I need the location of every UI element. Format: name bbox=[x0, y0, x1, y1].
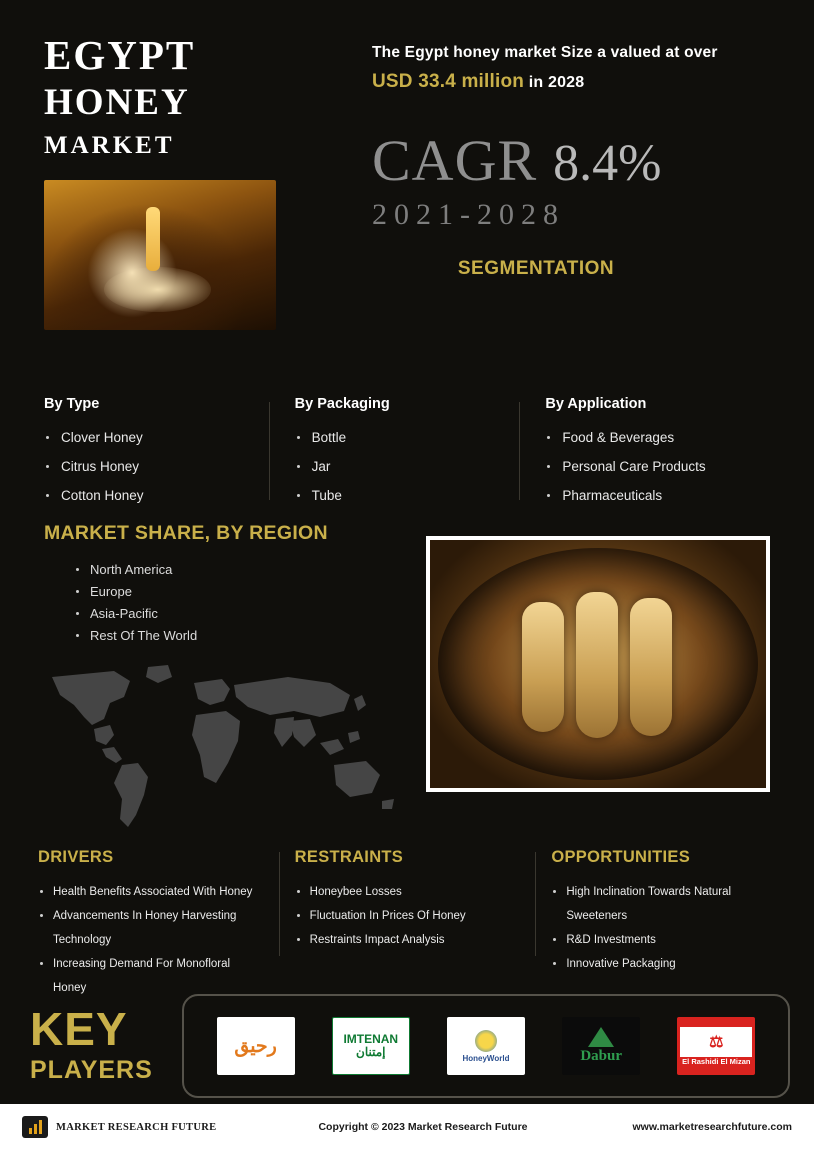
restraints-heading: RESTRAINTS bbox=[294, 848, 404, 866]
cagr-label: CAGR bbox=[372, 128, 538, 193]
list-item: Cotton Honey bbox=[44, 481, 251, 510]
page-title-line3: MARKET bbox=[44, 132, 175, 159]
opportunities-heading: OPPORTUNITIES bbox=[551, 848, 691, 866]
list-item: Bottle bbox=[295, 423, 502, 452]
list-item: Jar bbox=[295, 452, 502, 481]
drivers-heading: DRIVERS bbox=[38, 848, 114, 866]
cagr-value: 8.4% bbox=[553, 135, 662, 192]
list-item: R&D Investments bbox=[551, 928, 776, 952]
segmentation-heading: By Application bbox=[545, 396, 647, 412]
list-item: Increasing Demand For Monofloral Honey bbox=[38, 952, 263, 1000]
header-section bbox=[0, 0, 814, 390]
market-share-title: MARKET SHARE, BY REGION bbox=[44, 522, 328, 544]
logo-text: رحيق bbox=[234, 1035, 277, 1057]
market-size-value: USD 33.4 million bbox=[372, 71, 525, 92]
segmentation-heading: By Packaging bbox=[294, 396, 390, 412]
bar-chart-icon bbox=[22, 1116, 48, 1138]
restraints-column bbox=[279, 848, 536, 980]
footer bbox=[0, 1104, 814, 1150]
list-item: Innovative Packaging bbox=[551, 952, 776, 976]
market-share-section bbox=[0, 514, 814, 834]
honey-pouring-photo bbox=[44, 180, 276, 330]
logo-arabic-script bbox=[217, 1017, 295, 1075]
logo-subtext: إمتنان bbox=[356, 1045, 386, 1059]
list-item: Clover Honey bbox=[44, 423, 251, 452]
restraints-list bbox=[295, 880, 520, 952]
header-right bbox=[344, 30, 770, 390]
list-item: Europe bbox=[74, 581, 420, 603]
footer-brand bbox=[22, 1116, 294, 1138]
list-item: Personal Care Products bbox=[545, 452, 752, 481]
market-size-headline: The Egypt honey market Size a valued at over bbox=[372, 44, 718, 61]
logo-text: HoneyWorld bbox=[462, 1053, 510, 1063]
segmentation-title: SEGMENTATION bbox=[457, 258, 615, 279]
opportunities-column bbox=[535, 848, 792, 980]
header-left bbox=[44, 30, 344, 390]
logo-honeyworld bbox=[447, 1017, 525, 1075]
segmentation-column-packaging bbox=[269, 396, 520, 514]
key-players-label-line2: PLAYERS bbox=[30, 1056, 153, 1084]
segmentation-column-application bbox=[519, 396, 770, 514]
honeycomb-in-log-photo bbox=[426, 536, 770, 792]
logo-el-rashidi-el-mizan bbox=[677, 1017, 755, 1075]
footer-copyright: Copyright © 2023 Market Research Future bbox=[318, 1121, 528, 1133]
list-item: Citrus Honey bbox=[44, 452, 251, 481]
comb-slab bbox=[522, 602, 564, 732]
list-item: Tube bbox=[295, 481, 502, 510]
opportunities-list bbox=[551, 880, 776, 976]
list-item: Advancements In Honey Harvesting Technology bbox=[38, 904, 263, 952]
sun-icon bbox=[475, 1030, 497, 1052]
footer-brand-text: MARKET RESEARCH FUTURE bbox=[56, 1121, 217, 1133]
page-title-line2: HONEY bbox=[44, 82, 190, 123]
list-item: Fluctuation In Prices Of Honey bbox=[295, 904, 520, 928]
cagr-row bbox=[372, 127, 770, 194]
segmentation-column-type bbox=[44, 396, 269, 514]
cagr-period: 2021-2028 bbox=[372, 198, 565, 231]
key-players-label-line1: KEY bbox=[30, 1003, 128, 1055]
key-players-logo-box bbox=[182, 994, 790, 1098]
scales-icon: ⚖ bbox=[680, 1027, 752, 1057]
market-size-year: in 2028 bbox=[524, 74, 585, 91]
market-share-left bbox=[44, 522, 420, 834]
market-size-value-row bbox=[372, 71, 770, 93]
logo-text: Dabur bbox=[580, 1048, 622, 1064]
world-map bbox=[44, 659, 394, 839]
drivers-column bbox=[22, 848, 279, 994]
list-item: Rest Of The World bbox=[74, 625, 420, 647]
footer-website[interactable]: www.marketresearchfuture.com bbox=[632, 1121, 792, 1133]
list-item: Food & Beverages bbox=[545, 423, 752, 452]
logo-text: IMTENAN bbox=[343, 1032, 399, 1046]
segmentation-list bbox=[545, 423, 752, 510]
tree-icon bbox=[588, 1027, 614, 1047]
segmentation-list bbox=[295, 423, 502, 510]
list-item: Asia-Pacific bbox=[74, 603, 420, 625]
list-item: Restraints Impact Analysis bbox=[295, 928, 520, 952]
segmentation-section bbox=[0, 390, 814, 514]
key-players-label bbox=[30, 1005, 182, 1087]
page-title-line1: EGYPT bbox=[44, 32, 196, 78]
logo-text: El Rashidi El Mizan bbox=[682, 1056, 751, 1066]
logo-imtenan bbox=[332, 1017, 410, 1075]
logo-dabur bbox=[562, 1017, 640, 1075]
segmentation-list bbox=[44, 423, 251, 510]
list-item: Health Benefits Associated With Honey bbox=[38, 880, 263, 904]
drivers-list bbox=[38, 880, 263, 1000]
list-item: Honeybee Losses bbox=[295, 880, 520, 904]
segmentation-heading: By Type bbox=[44, 396, 100, 412]
comb-slab bbox=[630, 598, 672, 736]
list-item: Pharmaceuticals bbox=[545, 481, 752, 510]
comb-slab bbox=[576, 592, 618, 738]
region-list bbox=[44, 559, 420, 647]
list-item: High Inclination Towards Natural Sweeteners bbox=[551, 880, 776, 928]
dro-section bbox=[0, 834, 814, 994]
market-share-right bbox=[420, 522, 770, 834]
list-item: North America bbox=[74, 559, 420, 581]
